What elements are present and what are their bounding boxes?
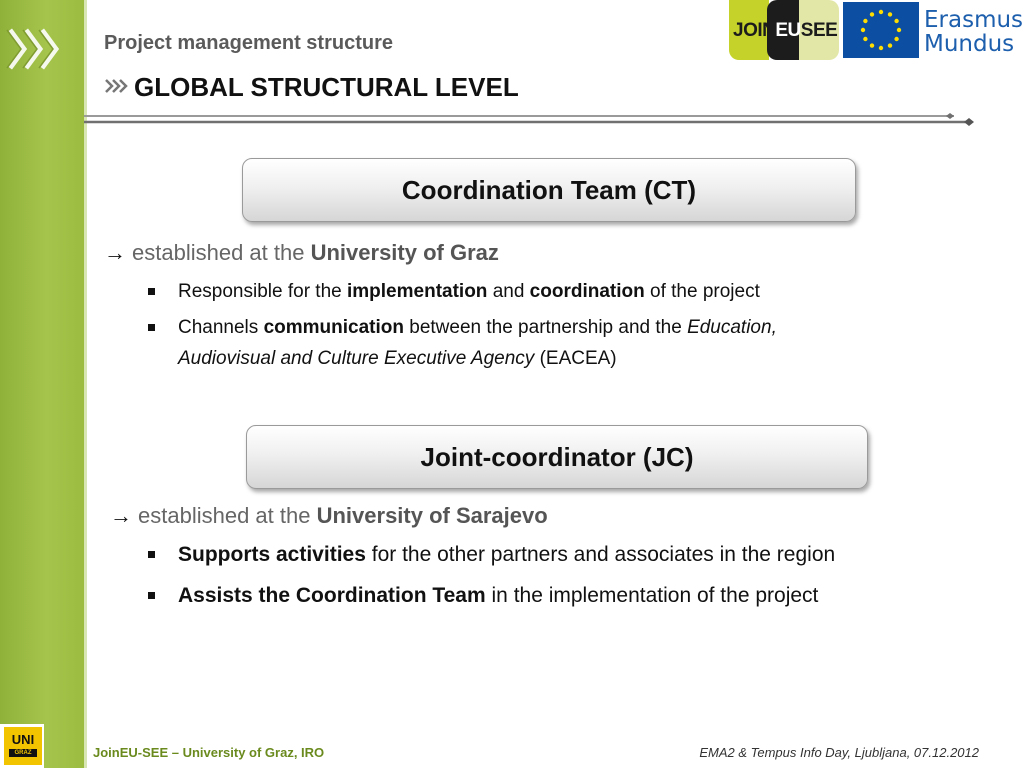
ct-b2-bold1: communication (263, 317, 404, 338)
small-chevrons-icon (104, 78, 128, 94)
ct-b1-pre: Responsible for the (178, 281, 342, 302)
ct-b1-mid: and (492, 281, 525, 302)
logo-join-part1: JOIN (733, 20, 776, 41)
jc-established-place: University of Sarajevo (316, 503, 548, 528)
ct-bullet-1 (178, 281, 760, 303)
arrow-right-icon: → (110, 503, 132, 528)
jc-established-line (110, 503, 548, 529)
footer-right: EMA2 & Tempus Info Day, Ljubljana, 07.12.2012 (699, 745, 979, 760)
ct-b1-post: of the project (650, 281, 760, 302)
erasmus-mundus-logo (924, 8, 1022, 56)
square-bullet-icon (148, 288, 155, 295)
ct-established-line (104, 240, 499, 266)
joint-coordinator-box: Joint-coordinator (JC) (246, 425, 868, 489)
square-bullet-icon (148, 551, 155, 558)
jc-bullet-2 (178, 584, 818, 608)
ct-established-prefix: established at the (132, 240, 305, 265)
square-bullet-icon (148, 592, 155, 599)
square-bullet-icon (148, 324, 155, 331)
ct-b2-mid: between the partnership and the (409, 317, 682, 338)
logo-join-part2: EU (775, 20, 801, 41)
joineusee-logo (729, 0, 839, 60)
footer-left: JoinEU-SEE – University of Graz, IRO (93, 745, 325, 760)
eu-flag-icon (843, 2, 919, 58)
jc-b2-post: in the implementation of the project (491, 584, 819, 607)
erasmus-line1: Erasmus (924, 7, 1024, 33)
ct-b2-post: (EACEA) (539, 348, 617, 369)
jc-b2-bold: Assists the Coordination Team (178, 584, 486, 607)
jc-established-prefix: established at the (138, 503, 311, 528)
jc-b1-bold: Supports activities (178, 543, 366, 566)
ct-b2-italic1: Education, (687, 317, 777, 338)
slide-subtitle: Project management structure (104, 32, 393, 54)
ct-bullet-2-cont (178, 348, 617, 370)
sidebar (0, 0, 84, 768)
jc-bullet-1 (178, 543, 835, 567)
ct-b2-italic2: Audiovisual and Culture Executive Agency (178, 348, 535, 369)
uni-logo-line2: GRAZ (9, 749, 37, 757)
ct-bullet-2 (178, 317, 777, 339)
logo-join-part3: SEE (800, 20, 838, 41)
erasmus-line2: Mundus (924, 31, 1015, 57)
chevrons-icon (6, 24, 68, 74)
coordination-team-box: Coordination Team (CT) (242, 158, 856, 222)
uni-graz-logo (0, 724, 44, 768)
ct-b1-bold2: coordination (529, 281, 645, 302)
ct-b1-bold1: implementation (347, 281, 488, 302)
ct-b2-pre: Channels (178, 317, 259, 338)
ct-established-place: University of Graz (310, 240, 499, 265)
uni-logo-line1: UNI (11, 732, 35, 747)
jc-b1-post: for the other partners and associates in the region (371, 543, 836, 566)
slide-title: GLOBAL STRUCTURAL LEVEL (134, 72, 519, 102)
header-rule (84, 112, 984, 132)
arrow-right-icon: → (104, 240, 126, 265)
